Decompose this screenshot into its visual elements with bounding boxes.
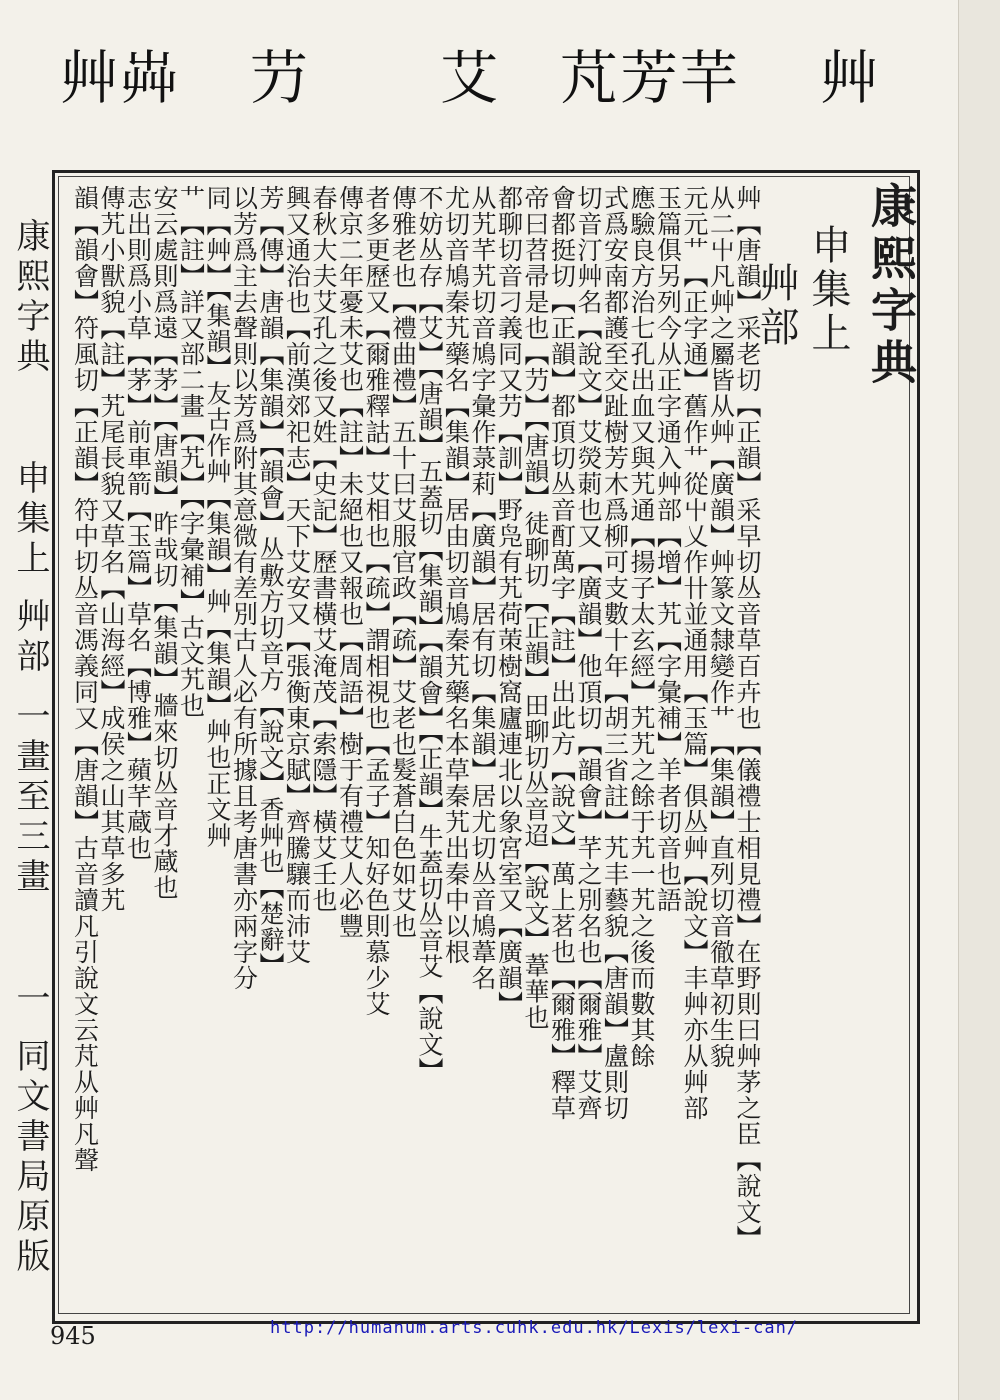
seal-script-header [60,38,940,118]
entry-column: 玉篇俱另列今从正字通入艸部【增】艽【字彙補】羊者切音也語 [653,185,683,913]
entry-column: 興又通治也【前漢郊祀志】天下艾安又【張衡東京賦】齊騰驤而沛艾 [282,185,312,965]
seal-glyph-group-1: 艸芔 [60,44,181,112]
entry-column: 會都挺切【正韻】都頂切丛音酊萬字【註】出此方【說文】萬上茗也【爾雅】釋草 [547,185,577,1121]
seal-glyph-group-2: 芀 [250,44,311,112]
entry-column: 同【艸】【集韻】友古作艸【集韻】艸【集韻】艸也正文艸 [203,185,232,849]
entry-column: 以芳爲主去聲則以芳爲附其意微有差別古人必有所據且考唐書亦兩字分 [229,185,259,991]
entry-column: 志出則爲小草【茅】前車箭【玉篇】草名【博雅】蘋芊蔵也 [123,185,153,861]
entry-column: 切音汀艸名【說文】艾熒莿也又【廣韻】他頂切【韻會】芊之別名也【爾雅】艾齊 [574,185,603,1121]
entry-column: 艹【註】詳又部二畫【艽】【字彙補】古文艽也 [176,185,206,719]
sidebar-publisher: 同文書局原版 [10,1038,50,1278]
sidebar-leaf-number: 一 [10,980,50,1020]
entry-column: 从艽芊艽切音鳩字彙作菉莉【廣韻】居有切【集韻】居尤切丛音鳩葦名 [468,185,497,991]
entry-column: 安云處則爲遠【茅】【唐韻】昨哉切【集韻】牆來切丛音才蔵也 [150,185,179,901]
binding-gutter [958,0,1000,1400]
entry-column: 者多更歷又【爾雅釋詁】艾相也【疏】謂相視也【孟子】知好色則慕少艾 [362,185,391,1017]
volume-title: 申集上 [805,224,851,356]
entry-column: 式爲安南都護至交趾樹芳木爲柳可支數十年【胡三省註】艽丰藝貌【唐韻】盧則切 [600,185,630,1121]
margin-sidebar [6,198,50,1318]
entry-column: 春秋大夫艾孔之後又姓【史記】歷書橫艾淹茂【索隱】橫艾壬也 [309,185,338,913]
seal-glyph-group-5: 艸 [820,44,881,112]
entry-column: 艸【唐韻】采老切【正韻】采早切丛音草百卉也【儀禮士相見禮】在野則曰艸茅之臣【說文】 [733,185,762,1251]
page-number: 945 [50,1322,96,1350]
entry-column: 傳雅老也【禮曲禮】五十曰艾服官政【疏】艾老也髮蒼白色如艾也 [388,185,418,939]
entry-column: 尤切音鳩秦艽藥名【集韻】居由切音鳩秦艽藥名本草秦艽出秦中以根 [441,185,471,965]
seal-glyph-group-3: 艾 [440,44,501,112]
sidebar-book-title: 康熙字典 [10,218,50,378]
entry-column: 从二屮凡艸之屬皆从艸【廣韻】艸篆文隸變作艹【集韻】直列切音徹草初生貌 [706,185,736,1069]
sidebar-section: 申集上 [10,460,50,580]
dictionary-title: 康熙字典 [864,182,918,390]
entry-column: 都聊切音刁義同又芀【訓】野凫有艽荷茦樹窩廬連北以象宮室又【廣韻】 [494,185,524,1017]
entry-column: 傳艽小獸貌【註】艽尾長貌又草名【山海經】成侯之山其草多艽 [97,185,126,913]
seal-glyph-group-4: 芃芳芉 [560,44,741,112]
sidebar-stroke-range: 一畫至三畫 [10,698,50,898]
entry-column: 傳京二年憂未艾也【註】未絕也又報也【周語】樹于有禮艾人必豐 [335,185,365,939]
entry-column: 不妨丛存【艾】【唐韻】五蓋切【集韻】【韻會】【正韻】牛蓋切丛音艾【說文】 [415,185,444,1084]
entry-column: 韻【韻會】符風切【正韻】符中切丛音馮義同又【唐韻】古音讀凡引說文云芃从艸凡聲 [70,185,100,1173]
entry-column: 應驗良方治七孔出血又與艽通【揚子太玄經】艽艽之餘于艽一艽之後而數其餘 [627,185,656,1069]
source-url[interactable]: http://humanum.arts.cuhk.edu.hk/Lexis/lexi-can/ [270,1318,799,1338]
sidebar-radical: 艸部 [10,598,50,678]
radical-title: 艸部 [753,262,799,350]
entry-column: 芳【傳】唐韻【集韻】【韻會】丛敷方切音方【說文】香艸也【楚辭】 [256,185,285,979]
entry-column: 帝曰苕帚是也【芀】【唐韻】徒聊切【正韻】田聊切丛音迢【說文】葦華也 [521,185,550,1031]
entry-column: 元元艹【正字通】舊作艹從屮乂作卄並通用【玉篇】俱丛艸【說文】丰艸亦从艸部 [680,185,709,1121]
